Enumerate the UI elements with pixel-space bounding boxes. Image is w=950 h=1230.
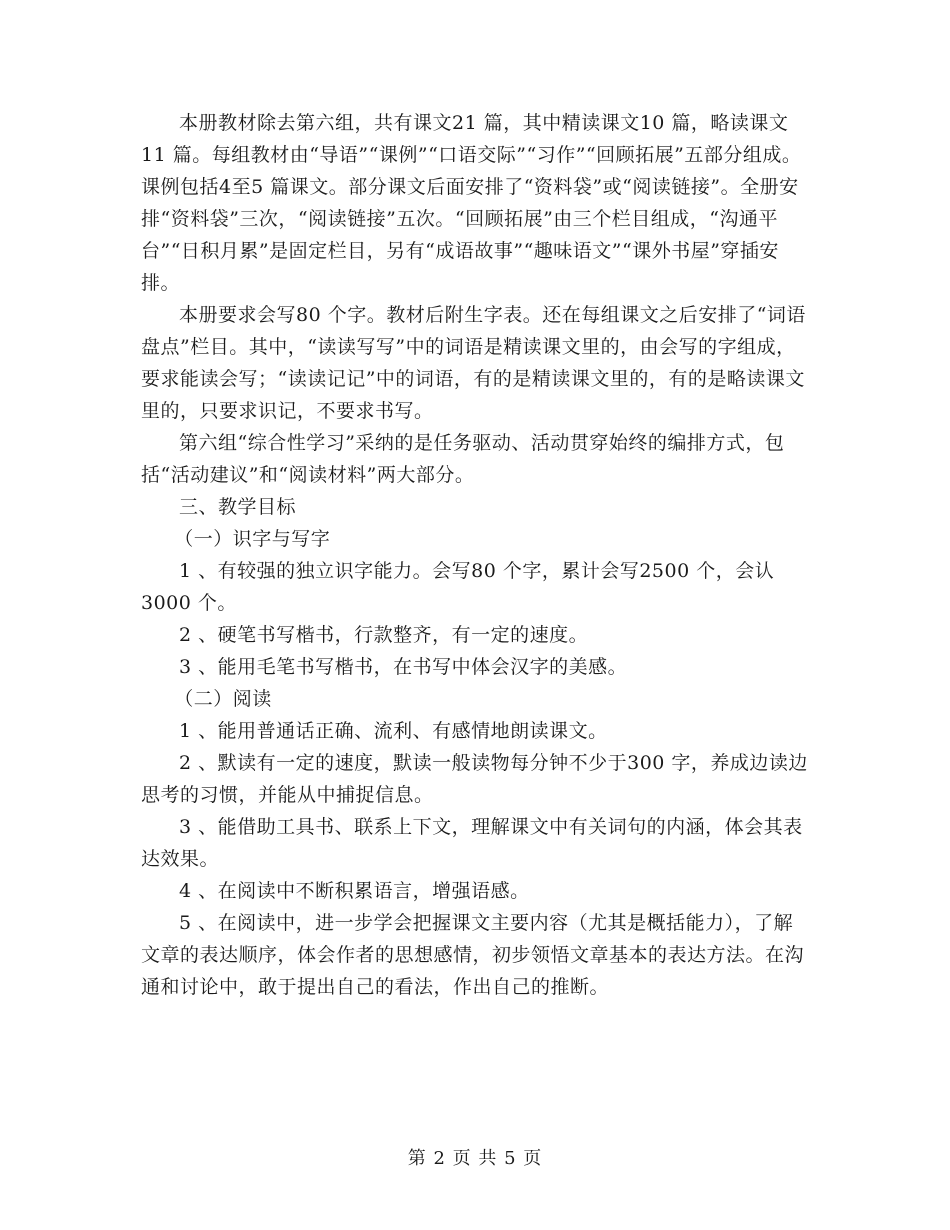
list-item-reading-1: 1 、能用普通话正确、流利、有感情地朗读课文。 — [179, 720, 608, 742]
list-item-literacy-2: 2 、硬笔书写楷书，行款整齐，有一定的速度。 — [179, 624, 589, 646]
list-item-literacy-3: 3 、能用毛笔书写楷书，在书写中体会汉字的美感。 — [179, 656, 628, 678]
paragraph-comprehensive-study: 第六组“综合性学习”采纳的是任务驱动、活动贯穿始终的编排方式，包括“活动建议”和“阅读材料”两大部分。 — [141, 432, 785, 486]
list-item-reading-4: 4 、在阅读中不断积累语言，增强语感。 — [179, 880, 530, 902]
subsection-title-literacy: （一）识字与写字 — [174, 528, 331, 550]
document-body — [141, 107, 811, 1003]
list-item-reading-5: 5 、在阅读中，进一步学会把握课文主要内容（尤其是概括能力），了解文章的表达顺序，体会作者的思想感情，初步领悟文章基本的表达方法。在沟通和讨论中，敢于提出自己的看法，作出自己的推断。 — [141, 912, 805, 998]
paragraph-writing-requirements: 本册要求会写80 个字。教材后附生字表。还在每组课文之后安排了“词语盘点”栏目。其中，“读读写写”中的词语是精读课文里的，由会写的字组成，要求能读会写；“读读记记”中的词语，有的是精读课文里的，有的是略读课文里的，只要求识记，不要求书写。 — [141, 304, 806, 422]
page-number-footer: 第 2 页 共 5 页 — [407, 1148, 543, 1169]
section-title-teaching-goals: 三、教学目标 — [179, 496, 297, 518]
list-item-reading-2: 2 、默读有一定的速度，默读一般读物每分钟不少于300 字，养成边读边思考的习惯，并能从中捕捉信息。 — [141, 752, 808, 806]
subsection-title-reading: （二）阅读 — [174, 688, 272, 710]
list-item-reading-3: 3 、能借助工具书、联系上下文，理解课文中有关词句的内涵，体会其表达效果。 — [141, 816, 803, 870]
list-item-literacy-1: 1 、有较强的独立识字能力。会写80 个字，累计会写2500 个，会认3000 个。 — [141, 560, 775, 614]
paragraph-textbook-structure: 本册教材除去第六组，共有课文21 篇，其中精读课文10 篇，略读课文11 篇。每组教材由“导语”“课例”“口语交际”“习作”“回顾拓展”五部分组成。课例包括4至5 篇课文。部分课文后面安排了“资料袋”或“阅读链接”。全册安排“资料袋”三次，“阅读链接”五次。“回顾拓展”由三个栏目组成，“沟通平台”“日积月累”是固定栏目，另有“成语故事”“趣味语文”“课外书屋”穿插安排。 — [141, 112, 802, 294]
